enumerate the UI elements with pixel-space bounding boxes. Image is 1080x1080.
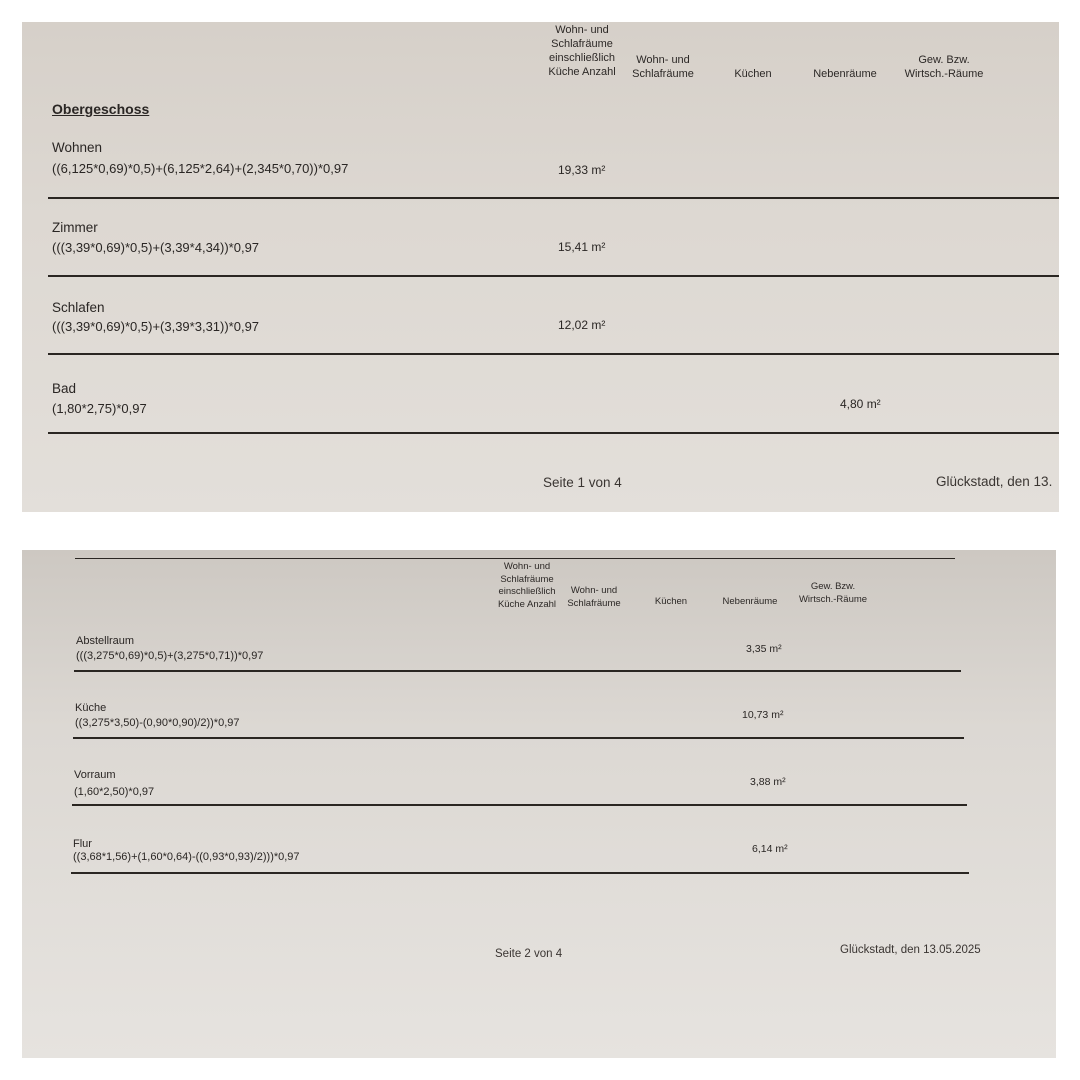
room-name: Flur [73, 838, 92, 850]
room-name: Abstellraum [76, 635, 135, 647]
header-line: Küche Anzahl [548, 66, 616, 78]
row-divider [48, 197, 1059, 199]
page-number: Seite 2 von 4 [495, 948, 563, 960]
room-area-value: 3,35 m² [746, 643, 782, 655]
room-formula: (1,80*2,75)*0,97 [52, 401, 147, 416]
row-divider [48, 353, 1059, 355]
header-line: Gew. Bzw. [918, 54, 970, 66]
room-formula: ((3,68*1,56)+(1,60*0,64)-((0,93*0,93)/2)))*0,97 [73, 851, 300, 863]
column-header-gewerbe-wirtschaft [788, 581, 878, 606]
header-line: Nebenräume [722, 596, 778, 607]
room-name: Wohnen [52, 140, 103, 155]
column-header-kuechen [643, 596, 699, 609]
room-formula: (((3,39*0,69)*0,5)+(3,39*4,34))*0,97 [52, 240, 260, 255]
header-line: Schlafräume [632, 68, 694, 80]
column-header-wohn-schlaf [618, 53, 708, 81]
room-formula: (((3,39*0,69)*0,5)+(3,39*3,31))*0,97 [52, 319, 260, 334]
column-header-gewerbe-wirtschaft [888, 53, 1000, 81]
room-formula: ((6,125*0,69)*0,5)+(6,125*2,64)+(2,345*0,70))*0,97 [52, 161, 349, 176]
room-name: Bad [52, 381, 77, 396]
row-divider [73, 737, 964, 739]
column-header-nebenraeume [712, 596, 788, 609]
row-divider [48, 432, 1059, 434]
room-area-value: 15,41 m² [558, 240, 606, 254]
header-line: Schlafräume [500, 573, 554, 585]
header-line: Schlafräume [551, 38, 613, 50]
room-formula: ((3,275*3,50)-(0,90*0,90)/2))*0,97 [75, 717, 240, 729]
room-name: Küche [75, 702, 107, 714]
place-date: Glückstadt, den 13. [936, 474, 1053, 489]
header-line: Wohn- und [555, 24, 609, 36]
room-name: Zimmer [52, 220, 98, 235]
column-header-kuechen [718, 67, 788, 81]
place-date: Glückstadt, den 13.05.2025 [840, 944, 981, 956]
column-header-wohn-schlaf [554, 585, 634, 610]
room-name: Vorraum [74, 769, 116, 781]
room-formula: (((3,275*0,69)*0,5)+(3,275*0,71))*0,97 [76, 650, 264, 662]
section-title: Obergeschoss [52, 101, 150, 117]
page-number: Seite 1 von 4 [543, 475, 622, 490]
header-line: einschließlich [548, 52, 616, 64]
header-line: Schlafräume [567, 597, 621, 609]
room-area-value: 6,14 m² [752, 843, 788, 855]
room-area-value: 3,88 m² [750, 776, 786, 788]
header-line: Wohn- und [636, 54, 690, 66]
row-divider [72, 804, 967, 806]
header-line: Nebenräume [813, 68, 877, 80]
header-line: Wohn- und [570, 585, 618, 596]
row-divider [71, 872, 969, 874]
header-line: Wirtsch.-Räume [798, 593, 868, 605]
row-divider [74, 670, 961, 672]
room-area-value: 19,33 m² [558, 163, 606, 177]
room-name: Schlafen [52, 300, 105, 315]
room-formula: (1,60*2,50)*0,97 [74, 786, 155, 798]
room-area-value: 4,80 m² [840, 397, 881, 411]
header-line: Gew. Bzw. [810, 581, 856, 592]
room-area-value: 10,73 m² [742, 709, 784, 721]
header-line: Wohn- und [503, 561, 551, 572]
document-page-2 [22, 550, 1056, 1058]
header-line: einschließlich [498, 586, 556, 597]
document-page-1 [22, 22, 1059, 512]
header-line: Küchen [734, 68, 772, 80]
column-header-nebenraeume [800, 67, 890, 81]
row-divider [48, 275, 1059, 277]
header-line: Küchen [654, 596, 688, 607]
row-divider [75, 558, 955, 559]
room-area-value: 12,02 m² [558, 318, 606, 332]
header-line: Küche Anzahl [497, 598, 557, 610]
header-line: Wirtsch.-Räume [904, 68, 984, 80]
